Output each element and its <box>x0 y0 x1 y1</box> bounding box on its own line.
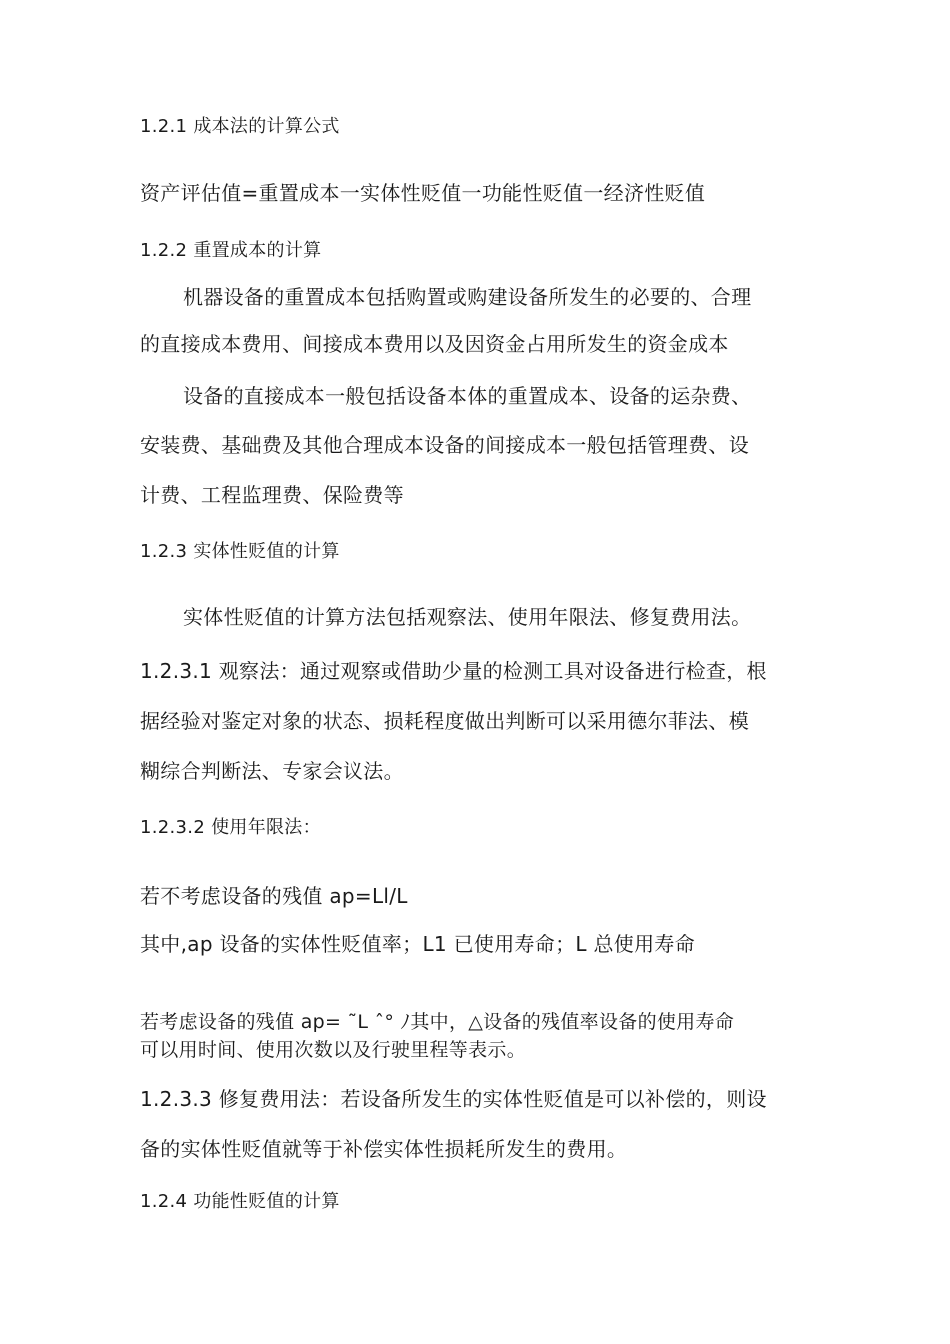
paragraph-line: 备的实体性贬值就等于补偿实体性损耗所发生的费用。 <box>140 1137 628 1161</box>
paragraph-line: 其中,ap 设备的实体性贬值率；L1 已使用寿命；L 总使用寿命 <box>140 932 695 956</box>
paragraph-line: 实体性贬值的计算方法包括观察法、使用年限法、修复费用法。 <box>183 605 752 629</box>
paragraph-line: 可以用时间、使用次数以及行驶里程等表示。 <box>140 1039 527 1061</box>
paragraph-line: 设备的直接成本一般包括设备本体的重置成本、设备的运杂费、 <box>183 384 752 408</box>
paragraph-line: 若考虑设备的残值 ap= ˜L ˆ° ﾉ其中，△设备的残值率设备的使用寿命 <box>140 1011 735 1033</box>
paragraph-line: 若不考虑设备的残值 ap=Ll/L <box>140 884 408 908</box>
heading-1-2-1: 1.2.1 成本法的计算公式 <box>140 116 340 137</box>
paragraph-line: 机器设备的重置成本包括购置或购建设备所发生的必要的、合理 <box>183 285 752 309</box>
formula-line: 资产评估值=重置成本一实体性贬值一功能性贬值一经济性贬值 <box>140 181 706 205</box>
paragraph-line: 糊综合判断法、专家会议法。 <box>140 759 404 783</box>
heading-1-2-3-2: 1.2.3.2 使用年限法： <box>140 817 321 838</box>
paragraph-line: 计费、工程监理费、保险费等 <box>140 483 404 507</box>
paragraph-line: 的直接成本费用、间接成本费用以及因资金占用所发生的资金成本 <box>140 332 729 356</box>
heading-1-2-4: 1.2.4 功能性贬值的计算 <box>140 1191 340 1212</box>
paragraph-line: 安装费、基础费及其他合理成本设备的间接成本一般包括管理费、设 <box>140 433 749 457</box>
heading-1-2-3: 1.2.3 实体性贬值的计算 <box>140 541 340 562</box>
heading-1-2-2: 1.2.2 重置成本的计算 <box>140 240 322 261</box>
paragraph-line: 据经验对鉴定对象的状态、损耗程度做出判断可以采用德尔菲法、模 <box>140 709 749 733</box>
paragraph-line: 1.2.3.3 修复费用法：若设备所发生的实体性贬值是可以补偿的，则设 <box>140 1087 767 1111</box>
paragraph-line: 1.2.3.1 观察法：通过观察或借助少量的检测工具对设备进行检查，根 <box>140 659 767 683</box>
